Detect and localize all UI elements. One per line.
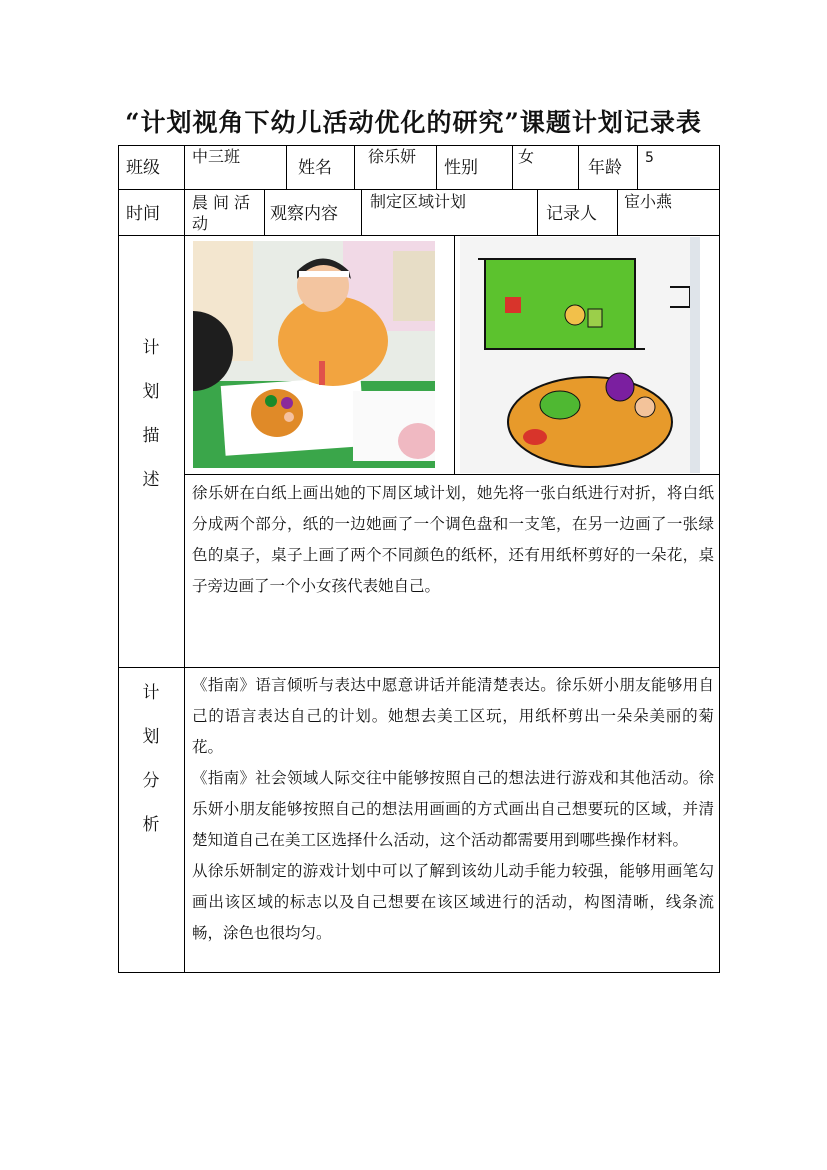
child-drawing-photo — [193, 241, 435, 468]
name-label: 姓名 — [298, 158, 332, 178]
plan-analysis-label: 计 划 分 析 — [142, 683, 160, 835]
age-value: 5 — [645, 150, 654, 166]
analysis-paragraph: 《指南》社会领域人际交往中能够按照自己的想法进行游戏和其他活动。徐乐妍小朋友能够按照自己的想法用画画的方式画出自己想要玩的区域，并清楚知道自己在美工区选择什么活动，这个活动都需要用到哪些操作材料。 — [192, 769, 714, 849]
plan-description-text: 徐乐妍在白纸上画出她的下周区域计划，她先将一张白纸进行对折，将白纸分成两个部分，纸的一边她画了一个调色盘和一支笔，在另一边画了一张绿色的桌子，桌子上画了两个不同颜色的纸杯，还有用纸杯剪好的一朵花，桌子旁边画了一个小女孩代表她自己。 — [192, 484, 714, 595]
gender-label: 性别 — [444, 158, 478, 178]
record-table — [118, 145, 720, 973]
plan-drawing-photo — [460, 237, 700, 473]
plan-analysis-text — [192, 670, 714, 949]
page-title: “计划视角下幼儿活动优化的研究”课题计划记录表 — [125, 108, 702, 137]
plan-description-label: 计 划 描 述 — [142, 338, 160, 490]
age-label: 年龄 — [588, 158, 622, 178]
analysis-paragraph: 从徐乐妍制定的游戏计划中可以了解到该幼儿动手能力较强，能够用画笔勾画出该区域的标志以及自己想要在该区域进行的活动，构图清晰，线条流畅，涂色也很均匀。 — [192, 862, 714, 942]
time-value: 晨间活动 — [192, 193, 256, 233]
recorder-label: 记录人 — [546, 204, 597, 224]
observe-label: 观察内容 — [270, 204, 338, 224]
recorder-value: 宦小燕 — [624, 192, 673, 211]
observe-value: 制定区域计划 — [370, 192, 467, 211]
analysis-paragraph: 《指南》语言倾听与表达中愿意讲话并能清楚表达。徐乐妍小朋友能够用自己的语言表达自己的计划。她想去美工区玩，用纸杯剪出一朵朵美丽的菊花。 — [192, 676, 714, 756]
gender-value: 女 — [518, 147, 535, 166]
time-label: 时间 — [126, 204, 160, 224]
name-value: 徐乐妍 — [368, 147, 417, 166]
class-value: 中三班 — [192, 147, 241, 166]
class-label: 班级 — [126, 158, 160, 178]
